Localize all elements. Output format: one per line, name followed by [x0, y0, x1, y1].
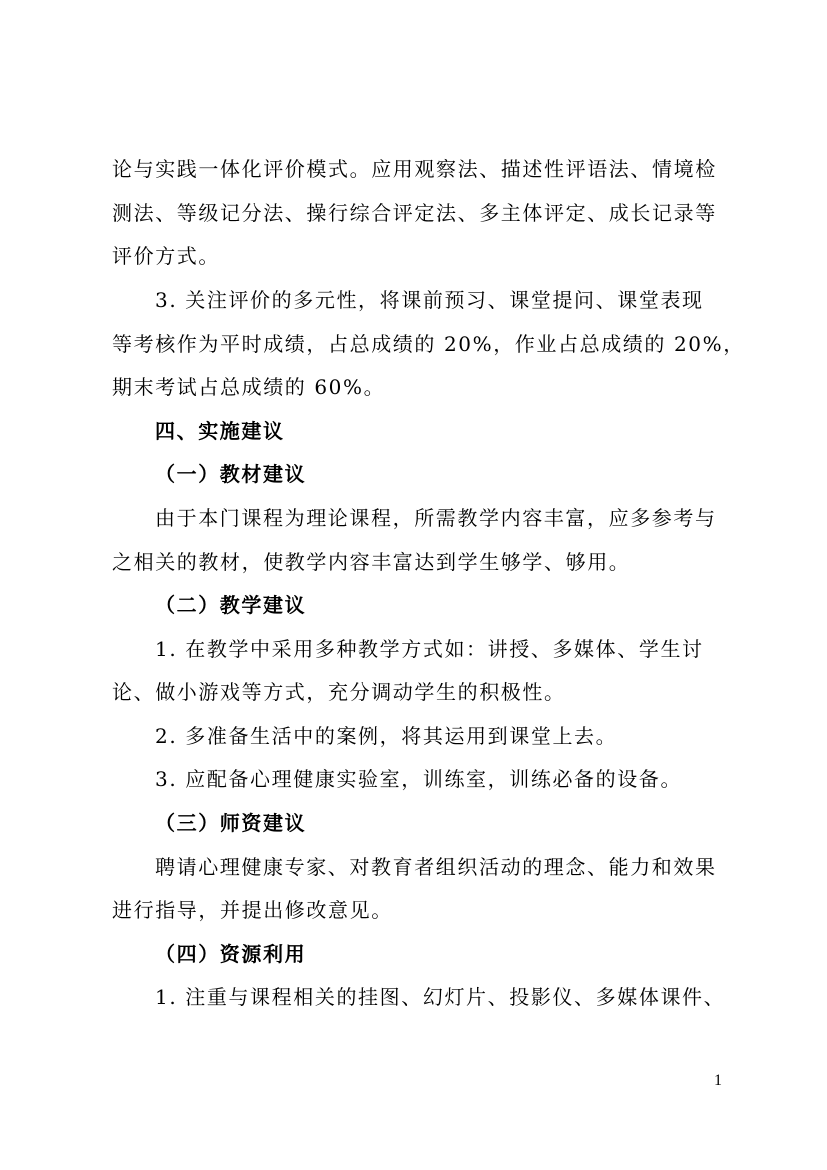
body-text-line: 评价方式。 — [112, 244, 220, 268]
body-text-line: 聘请心理健康专家、对教育者组织活动的理念、能力和效果 — [155, 855, 717, 879]
body-text-line: 论与实践一体化评价模式。应用观察法、描述性评语法、情境检 — [112, 157, 717, 181]
list-item-text: 3. 关注评价的多元性，将课前预习、课堂提问、课堂表现 — [155, 288, 704, 312]
list-item-text: 1. 在教学中采用多种教学方式如：讲授、多媒体、学生讨 — [155, 637, 704, 661]
body-text-line: 由于本门课程为理论课程，所需教学内容丰富，应多参考与 — [155, 506, 717, 530]
subsection-heading: （四）资源利用 — [155, 942, 307, 966]
body-text-line: 期末考试占总成绩的 60%。 — [112, 375, 386, 399]
page-number: 1 — [714, 1072, 722, 1089]
body-text-line: 之相关的教材，使教学内容丰富达到学生够学、够用。 — [112, 550, 631, 574]
body-text-line: 进行指导，并提出修改意见。 — [112, 898, 393, 922]
list-item-text: 2. 多准备生活中的案例，将其运用到课堂上去。 — [155, 724, 618, 748]
body-text-line: 论、做小游戏等方式，充分调动学生的积极性。 — [112, 680, 566, 704]
section-heading: 四、实施建议 — [155, 419, 285, 443]
subsection-heading: （二）教学建议 — [155, 593, 307, 617]
list-item-text: 3. 应配备心理健康实验室，训练室，训练必备的设备。 — [155, 767, 683, 791]
list-item-text: 1. 注重与课程相关的挂图、幻灯片、投影仪、多媒体课件、 — [155, 985, 726, 1009]
subsection-heading: （三）师资建议 — [155, 811, 307, 835]
subsection-heading: （一）教材建议 — [155, 462, 307, 486]
body-text-line: 等考核作为平时成绩，占总成绩的 20%，作业占总成绩的 20%， — [112, 332, 745, 356]
body-text-line: 测法、等级记分法、操行综合评定法、多主体评定、成长记录等 — [112, 201, 717, 225]
